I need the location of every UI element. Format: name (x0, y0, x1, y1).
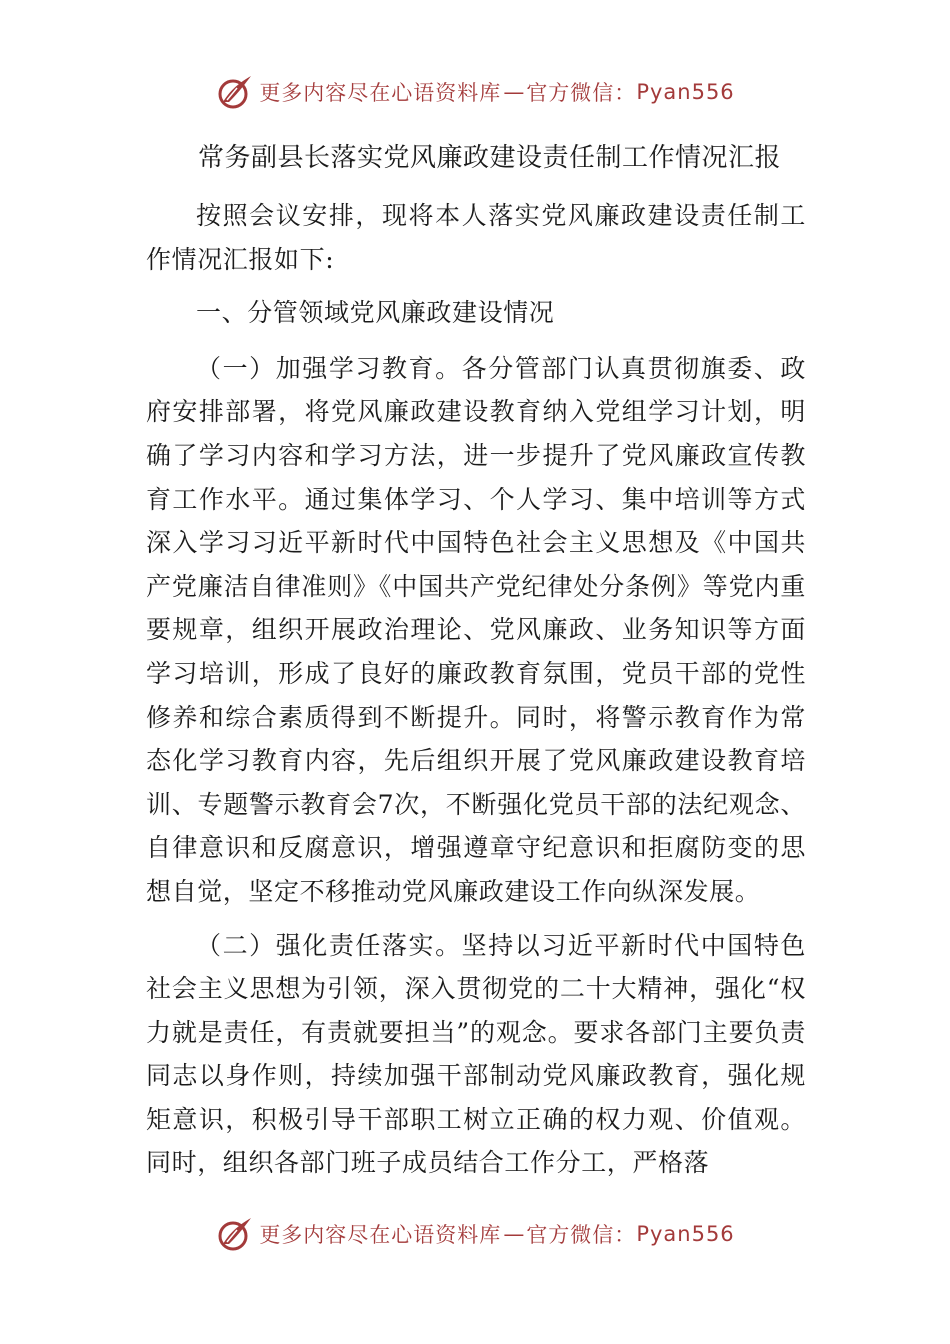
banner-contact-id: Pyan556 (636, 1222, 735, 1246)
header-banner (0, 70, 950, 114)
intro-paragraph: 按照会议安排，现将本人落实党风廉政建设责任制工作情况汇报如下: (146, 201, 806, 274)
body-paragraph-1: （一）加强学习教育。各分管部门认真贯彻旗委、政府安排部署，将党风廉政建设教育纳入党组学习计划，明确了学习内容和学习方法，进一步提升了党风廉政宣传教育工作水平。通过集体学习、个人学习、集中培训等方式深入学习习近平新时代中国特色社会主义思想及《中国共产党廉洁自律准则》《中国共产党纪律处分条例》等党内重要规章，组织开展政治理论、党风廉政、业务知识等方面学习培训，形成了良好的廉政教育氛围，党员干部的党性修养和综合素质得到不断提升。同时，将警示教育作为常态化学习教育内容，先后组织开展了党风廉政建设教育培训、专题警示教育会7次，不断强化党员干部的法纪观念、自律意识和反腐意识，增强遵章守纪意识和拒腐防变的思想自觉，坚定不移推动党风廉政建设工作向纵深发展。 (146, 353, 806, 906)
quill-logo-icon (215, 72, 255, 112)
banner-separator: — (503, 1222, 525, 1246)
banner-contact-label: 官方微信： (526, 1223, 637, 1247)
footer-banner (0, 1212, 950, 1256)
banner-brand: 更多内容尽在心语资料库 (259, 81, 502, 105)
quill-logo-icon (215, 1214, 255, 1254)
banner-contact-id: Pyan556 (636, 80, 735, 104)
body-paragraph-2: （二）强化责任落实。坚持以习近平新时代中国特色社会主义思想为引领，深入贯彻党的二十大精神，强化“权力就是责任，有责就要担当”的观念。要求各部门主要负责同志以身作则，持续加强干部制动党风廉政教育，强化规矩意识，积极引导干部职工树立正确的权力观、价值观。同时，组织各部门班子成员结合工作分工，严格落 (146, 930, 806, 1178)
banner-separator: — (503, 80, 525, 104)
document-body (146, 136, 806, 1195)
banner-contact-label: 官方微信： (526, 81, 637, 105)
banner-brand: 更多内容尽在心语资料库 (259, 1223, 502, 1247)
section-heading: 一、分管领域党风廉政建设情况 (196, 298, 555, 328)
document-title: 常务副县长落实党风廉政建设责任制工作情况汇报 (198, 143, 782, 173)
